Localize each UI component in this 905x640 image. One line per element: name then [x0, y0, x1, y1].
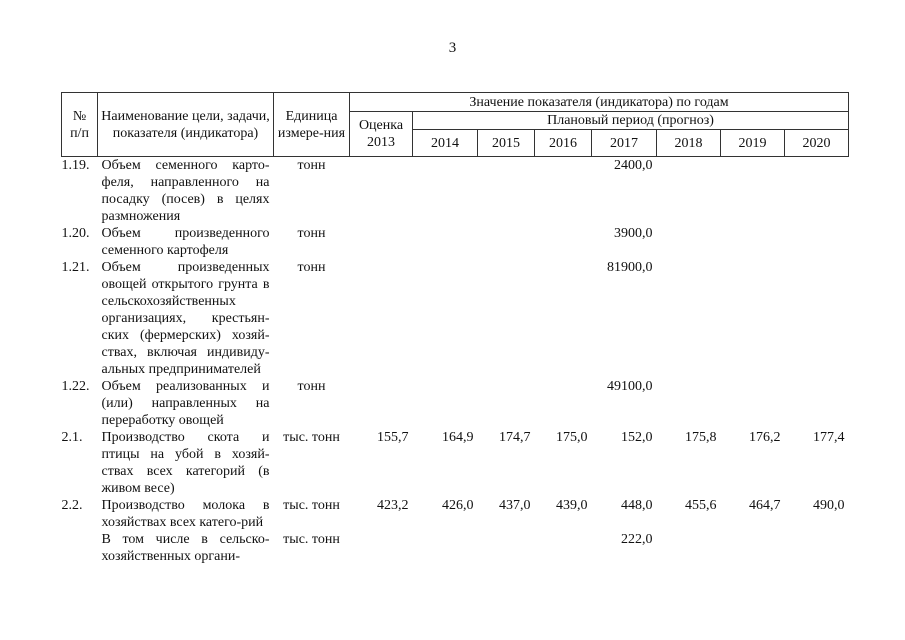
row-value-2020	[785, 531, 849, 565]
header-name: Наименование цели, задачи, показателя (индикатора)	[98, 93, 274, 157]
header-plan-title: Плановый период (прогноз)	[413, 112, 849, 130]
row-value-2019	[721, 531, 785, 565]
row-value-2017: 81900,0	[607, 260, 653, 275]
row-value-2017: 222,0	[621, 532, 653, 547]
row-value-2016	[535, 225, 592, 259]
row-number: 2.1.	[61, 430, 83, 445]
row-value-2019	[721, 378, 785, 429]
table-row	[62, 225, 849, 259]
row-value-2013	[350, 259, 413, 378]
row-value-2014	[413, 531, 478, 565]
row-value-2014	[413, 157, 478, 226]
row-value-2013	[350, 378, 413, 429]
row-unit: тонн	[297, 158, 326, 173]
header-year: 2014	[413, 130, 478, 157]
row-value-2016	[535, 259, 592, 378]
row-value-2015	[478, 157, 535, 226]
header-unit: Единица измере-ния	[274, 93, 350, 157]
header-year: 2015	[478, 130, 535, 157]
header-estimate: Оценка 2013	[350, 112, 413, 157]
row-name: Производство скота и птицы на убой в хозяй-ствах всех категорий (в живом весе)	[101, 430, 270, 496]
row-value-2020: 490,0	[813, 498, 845, 513]
row-value-2020	[785, 378, 849, 429]
row-value-2015: 437,0	[499, 498, 531, 513]
indicators-table	[61, 92, 849, 565]
row-value-2019: 464,7	[749, 498, 781, 513]
row-value-2020	[785, 157, 849, 226]
row-unit: тонн	[297, 260, 326, 275]
row-number: 1.19.	[61, 158, 90, 173]
row-name: Производство молока в хозяйствах всех катего-рий	[101, 498, 270, 530]
row-value-2018	[657, 378, 721, 429]
row-number: 1.21.	[61, 260, 90, 275]
table-row	[62, 429, 849, 497]
table-row	[62, 157, 849, 226]
row-value-2018: 175,8	[685, 430, 717, 445]
row-value-2019	[721, 157, 785, 226]
table-row	[62, 497, 849, 531]
row-value-2014	[413, 225, 478, 259]
header-year: 2019	[721, 130, 785, 157]
row-value-2020: 177,4	[813, 430, 845, 445]
row-value-2013: 155,7	[377, 430, 409, 445]
row-value-2014: 426,0	[442, 498, 474, 513]
row-value-2020	[785, 225, 849, 259]
row-value-2013	[350, 531, 413, 565]
row-name: Объем семенного карто-феля, направленного на посадку (посев) в целях размножения	[101, 158, 270, 224]
row-name: В том числе в сельско-хозяйственных органи-	[101, 532, 270, 564]
table-body	[62, 157, 849, 566]
row-value-2018	[657, 531, 721, 565]
row-value-2013	[350, 157, 413, 226]
row-value-2015	[478, 531, 535, 565]
header-values-title: Значение показателя (индикатора) по годам	[350, 93, 849, 112]
row-value-2019	[721, 225, 785, 259]
row-value-2017: 448,0	[621, 498, 653, 513]
table-row	[62, 531, 849, 565]
row-value-2015	[478, 378, 535, 429]
row-value-2014	[413, 259, 478, 378]
row-name: Объем произведенных овощей открытого грунта в сельскохозяйственных организациях, крестьян-ских (фермерских) хозяй-ствах, включая индивиду-альных предпринимателей	[101, 260, 270, 377]
page-number: 3	[448, 40, 457, 56]
header-year: 2018	[657, 130, 721, 157]
row-number: 2.2.	[61, 498, 83, 513]
row-value-2016	[535, 531, 592, 565]
row-unit: тыс. тонн	[283, 430, 340, 445]
row-value-2017: 49100,0	[607, 379, 653, 394]
row-value-2017: 152,0	[621, 430, 653, 445]
row-value-2016: 439,0	[556, 498, 588, 513]
row-value-2019: 176,2	[749, 430, 781, 445]
row-value-2013	[350, 225, 413, 259]
row-number: 1.20.	[61, 226, 90, 241]
row-unit: тонн	[297, 379, 326, 394]
table-row	[62, 259, 849, 378]
row-value-2015	[478, 259, 535, 378]
row-value-2013: 423,2	[377, 498, 409, 513]
row-value-2015	[478, 225, 535, 259]
row-value-2016	[535, 378, 592, 429]
row-value-2014: 164,9	[442, 430, 474, 445]
row-number: 1.22.	[61, 379, 90, 394]
row-value-2018	[657, 225, 721, 259]
row-number	[62, 531, 98, 565]
row-unit: тыс. тонн	[283, 498, 340, 513]
row-value-2016: 175,0	[556, 430, 588, 445]
table-row	[62, 378, 849, 429]
row-unit: тонн	[297, 226, 326, 241]
row-value-2017: 2400,0	[614, 158, 653, 173]
header-year: 2016	[535, 130, 592, 157]
row-value-2019	[721, 259, 785, 378]
row-name: Объем произведенного семенного картофеля	[101, 226, 270, 258]
row-value-2016	[535, 157, 592, 226]
row-value-2018: 455,6	[685, 498, 717, 513]
header-year: 2017	[592, 130, 657, 157]
row-value-2017: 3900,0	[614, 226, 653, 241]
row-value-2015: 174,7	[499, 430, 531, 445]
row-value-2018	[657, 259, 721, 378]
row-unit: тыс. тонн	[283, 532, 340, 547]
header-year: 2020	[785, 130, 849, 157]
row-value-2018	[657, 157, 721, 226]
row-value-2020	[785, 259, 849, 378]
header-num: № п/п	[62, 93, 98, 157]
row-name: Объем реализованных и (или) направленных на переработку овощей	[101, 379, 270, 428]
row-value-2014	[413, 378, 478, 429]
